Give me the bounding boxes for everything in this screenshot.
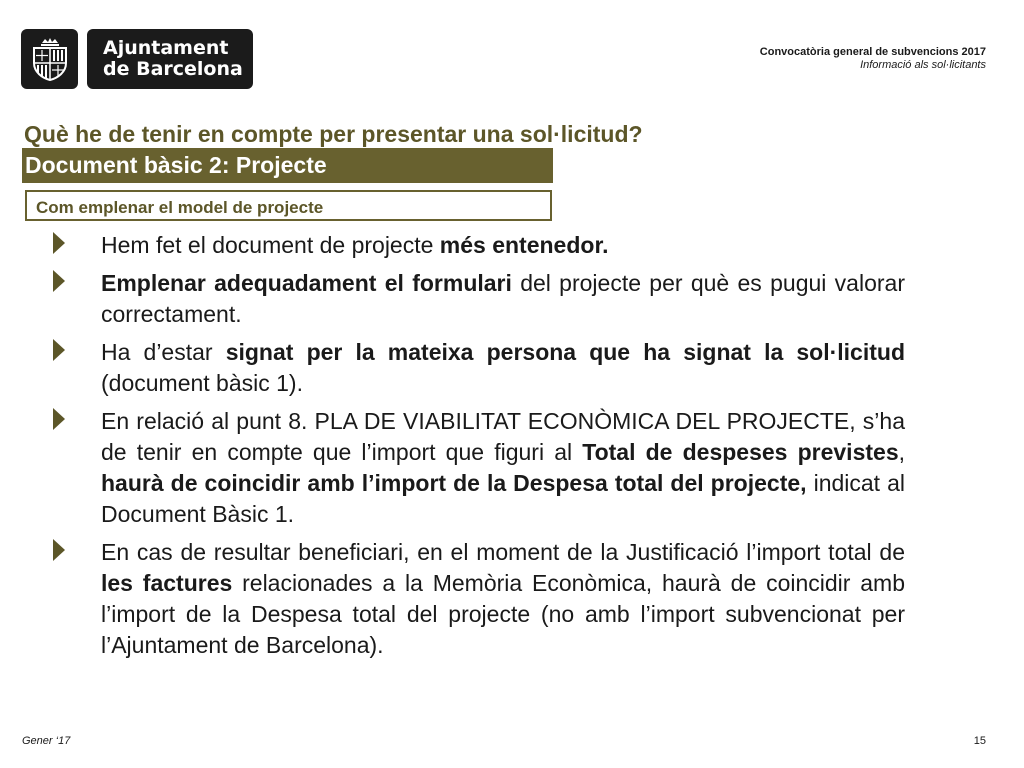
bullet-arrow-icon — [53, 339, 65, 361]
coat-of-arms-icon — [21, 29, 78, 89]
bullet-item — [48, 406, 905, 530]
bullet-text-bold: més entenedor. — [439, 232, 609, 258]
page-question: Què he de tenir en compte per presentar una sol·licitud? — [24, 121, 643, 147]
logo-wordmark — [87, 29, 253, 89]
bullet-text-bold: les factures — [101, 570, 233, 596]
bullet-text — [101, 337, 905, 399]
bullet-arrow-icon — [53, 539, 65, 561]
bullet-text-run: (document bàsic 1). — [101, 370, 303, 396]
bullet-item — [48, 537, 905, 661]
bullet-text-run: Hem fet el document de projecte — [101, 232, 440, 258]
bullet-text-bold: Total de despeses previstes — [582, 439, 899, 465]
header-info — [760, 46, 986, 72]
bullet-text-bold: signat per la mateixa persona que ha signat la sol·licitud — [225, 339, 905, 365]
logo-line-2: de Barcelona — [103, 58, 243, 80]
header-subtitle: Informació als sol·licitants — [860, 59, 986, 71]
bullet-text-run: Ha d’estar — [101, 339, 226, 365]
bullet-text-run: relacionades a la Memòria Econòmica, haurà de coincidir amb l’import de la Despesa total del projecte (no amb l’import subvencionat per l’Ajuntament de Barcelona). — [101, 570, 905, 658]
bullet-item — [48, 337, 905, 399]
bullet-item — [48, 268, 905, 330]
bullet-text-run: , — [898, 439, 905, 465]
bullet-text-run: del projecte per què es pugui valorar correctament. — [101, 270, 905, 327]
bullet-text-run: En cas de resultar beneficiari, en el moment de la Justificació l’import total de — [101, 539, 905, 565]
bullet-text-bold: haurà de coincidir amb l’import de la Despesa total del projecte, — [101, 470, 807, 496]
bullet-item — [48, 230, 905, 261]
bullet-arrow-icon — [53, 408, 65, 430]
header-title: Convocatòria general de subvencions 2017 — [759, 46, 986, 58]
bullet-text — [101, 537, 905, 661]
bullet-text — [101, 230, 905, 261]
bullet-arrow-icon — [53, 270, 65, 292]
bullet-text — [101, 406, 905, 530]
footer-date: Gener ‘17 — [22, 735, 71, 747]
logo-line-1: Ajuntament — [103, 37, 229, 59]
page-number: 15 — [973, 735, 986, 747]
bullet-text-run: indicat al Document Bàsic 1. — [101, 470, 905, 527]
bullet-text-run: En relació al punt 8. PLA DE VIABILITAT ECONÒMICA DEL PROJECTE, s’ha de tenir en compte que l’import que figuri al — [101, 408, 905, 465]
subsection-title: Com emplenar el model de projecte — [25, 190, 552, 221]
section-title: Document bàsic 2: Projecte — [22, 148, 553, 183]
bullet-arrow-icon — [53, 232, 65, 254]
bullet-text-bold: Emplenar adequadament el formulari — [101, 270, 512, 296]
bullet-list — [48, 230, 905, 668]
bullet-text — [101, 268, 905, 330]
